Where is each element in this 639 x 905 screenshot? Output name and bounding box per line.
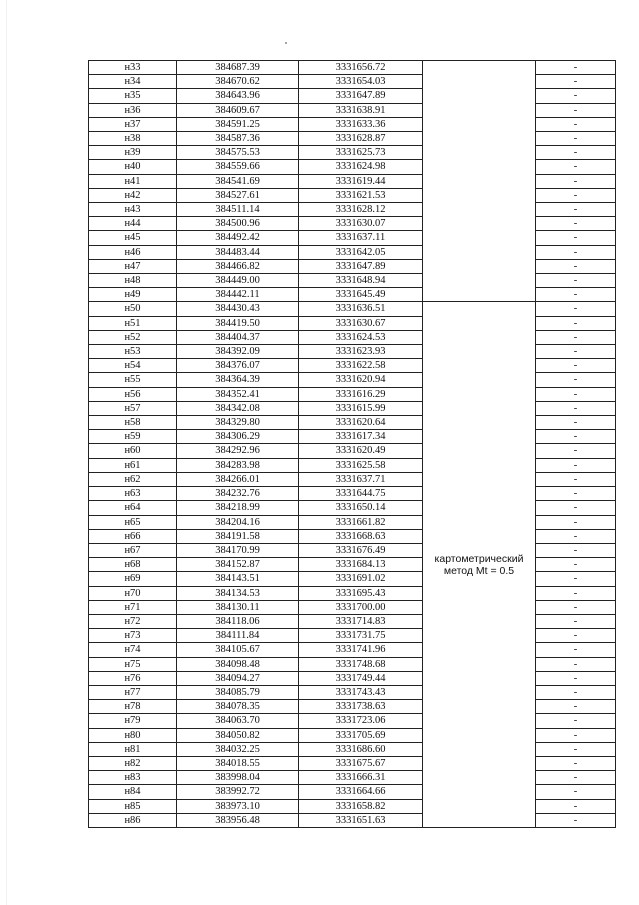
- accuracy-cell: -: [536, 813, 616, 827]
- accuracy-cell: -: [536, 458, 616, 472]
- accuracy-cell: -: [536, 330, 616, 344]
- x-coordinate-cell: 383973.10: [177, 799, 299, 813]
- table-row: [89, 458, 616, 472]
- point-id-cell: н43: [89, 203, 177, 217]
- point-id-cell: н46: [89, 245, 177, 259]
- accuracy-cell: -: [536, 586, 616, 600]
- point-id-cell: н77: [89, 685, 177, 699]
- y-coordinate-cell: 3331666.31: [299, 771, 423, 785]
- y-coordinate-cell: 3331705.69: [299, 728, 423, 742]
- table-row: [89, 316, 616, 330]
- x-coordinate-cell: 383956.48: [177, 813, 299, 827]
- table-row: [89, 600, 616, 614]
- point-id-cell: н53: [89, 345, 177, 359]
- accuracy-cell: -: [536, 146, 616, 160]
- point-id-cell: н52: [89, 330, 177, 344]
- point-id-cell: н62: [89, 472, 177, 486]
- accuracy-cell: -: [536, 714, 616, 728]
- accuracy-cell: -: [536, 487, 616, 501]
- point-id-cell: н51: [89, 316, 177, 330]
- table-row: [89, 75, 616, 89]
- accuracy-cell: -: [536, 543, 616, 557]
- table-row: [89, 657, 616, 671]
- accuracy-cell: -: [536, 231, 616, 245]
- accuracy-cell: -: [536, 614, 616, 628]
- table-row: [89, 529, 616, 543]
- point-id-cell: н81: [89, 742, 177, 756]
- y-coordinate-cell: 3331624.98: [299, 160, 423, 174]
- table-row: [89, 174, 616, 188]
- x-coordinate-cell: 384191.58: [177, 529, 299, 543]
- accuracy-cell: -: [536, 117, 616, 131]
- point-id-cell: н79: [89, 714, 177, 728]
- y-coordinate-cell: 3331637.11: [299, 231, 423, 245]
- y-coordinate-cell: 3331620.49: [299, 444, 423, 458]
- y-coordinate-cell: 3331661.82: [299, 515, 423, 529]
- accuracy-cell: -: [536, 132, 616, 146]
- x-coordinate-cell: 384094.27: [177, 671, 299, 685]
- x-coordinate-cell: 384063.70: [177, 714, 299, 728]
- accuracy-cell: -: [536, 259, 616, 273]
- accuracy-cell: -: [536, 529, 616, 543]
- point-id-cell: н47: [89, 259, 177, 273]
- y-coordinate-cell: 3331675.67: [299, 756, 423, 770]
- x-coordinate-cell: 384050.82: [177, 728, 299, 742]
- y-coordinate-cell: 3331636.51: [299, 302, 423, 316]
- y-coordinate-cell: 3331658.82: [299, 799, 423, 813]
- table-row: [89, 515, 616, 529]
- x-coordinate-cell: 384352.41: [177, 387, 299, 401]
- x-coordinate-cell: 384143.51: [177, 572, 299, 586]
- table-row: [89, 444, 616, 458]
- y-coordinate-cell: 3331748.68: [299, 657, 423, 671]
- point-id-cell: н44: [89, 217, 177, 231]
- y-coordinate-cell: 3331749.44: [299, 671, 423, 685]
- point-id-cell: н86: [89, 813, 177, 827]
- accuracy-cell: -: [536, 359, 616, 373]
- x-coordinate-cell: 384085.79: [177, 685, 299, 699]
- accuracy-cell: -: [536, 643, 616, 657]
- accuracy-cell: -: [536, 188, 616, 202]
- table-row: [89, 487, 616, 501]
- x-coordinate-cell: 384306.29: [177, 430, 299, 444]
- accuracy-cell: -: [536, 103, 616, 117]
- x-coordinate-cell: 384130.11: [177, 600, 299, 614]
- point-id-cell: н73: [89, 629, 177, 643]
- table-row: [89, 700, 616, 714]
- table-row: [89, 373, 616, 387]
- point-id-cell: н33: [89, 61, 177, 75]
- point-id-cell: н67: [89, 543, 177, 557]
- x-coordinate-cell: 384449.00: [177, 274, 299, 288]
- accuracy-cell: -: [536, 245, 616, 259]
- x-coordinate-cell: 384364.39: [177, 373, 299, 387]
- table-row: [89, 245, 616, 259]
- point-id-cell: н60: [89, 444, 177, 458]
- y-coordinate-cell: 3331622.58: [299, 359, 423, 373]
- x-coordinate-cell: 383992.72: [177, 785, 299, 799]
- accuracy-cell: -: [536, 799, 616, 813]
- point-id-cell: н82: [89, 756, 177, 770]
- y-coordinate-cell: 3331651.63: [299, 813, 423, 827]
- y-coordinate-cell: 3331668.63: [299, 529, 423, 543]
- y-coordinate-cell: 3331686.60: [299, 742, 423, 756]
- table-row: [89, 472, 616, 486]
- y-coordinate-cell: 3331700.00: [299, 600, 423, 614]
- y-coordinate-cell: 3331647.89: [299, 259, 423, 273]
- table-row: [89, 302, 616, 316]
- table-row: [89, 387, 616, 401]
- x-coordinate-cell: 384118.06: [177, 614, 299, 628]
- y-coordinate-cell: 3331691.02: [299, 572, 423, 586]
- y-coordinate-cell: 3331723.06: [299, 714, 423, 728]
- accuracy-cell: -: [536, 657, 616, 671]
- y-coordinate-cell: 3331625.73: [299, 146, 423, 160]
- table-row: [89, 430, 616, 444]
- y-coordinate-cell: 3331617.34: [299, 430, 423, 444]
- table-row: [89, 671, 616, 685]
- table-row: [89, 756, 616, 770]
- accuracy-cell: -: [536, 174, 616, 188]
- y-coordinate-cell: 3331664.66: [299, 785, 423, 799]
- accuracy-cell: -: [536, 430, 616, 444]
- point-id-cell: н38: [89, 132, 177, 146]
- x-coordinate-cell: 384587.36: [177, 132, 299, 146]
- x-coordinate-cell: 384643.96: [177, 89, 299, 103]
- y-coordinate-cell: 3331621.53: [299, 188, 423, 202]
- table-row: [89, 288, 616, 302]
- y-coordinate-cell: 3331645.49: [299, 288, 423, 302]
- table-row: [89, 416, 616, 430]
- table-row: [89, 572, 616, 586]
- x-coordinate-cell: 384204.16: [177, 515, 299, 529]
- coordinates-sheet: [88, 60, 610, 828]
- table-row: [89, 558, 616, 572]
- y-coordinate-cell: 3331620.64: [299, 416, 423, 430]
- x-coordinate-cell: 384609.67: [177, 103, 299, 117]
- y-coordinate-cell: 3331628.87: [299, 132, 423, 146]
- x-coordinate-cell: 384559.66: [177, 160, 299, 174]
- accuracy-cell: -: [536, 472, 616, 486]
- point-id-cell: н64: [89, 501, 177, 515]
- x-coordinate-cell: 384266.01: [177, 472, 299, 486]
- x-coordinate-cell: 384111.84: [177, 629, 299, 643]
- x-coordinate-cell: 384670.62: [177, 75, 299, 89]
- accuracy-cell: -: [536, 600, 616, 614]
- accuracy-cell: -: [536, 700, 616, 714]
- point-id-cell: н83: [89, 771, 177, 785]
- accuracy-cell: -: [536, 444, 616, 458]
- table-row: [89, 188, 616, 202]
- y-coordinate-cell: 3331638.91: [299, 103, 423, 117]
- table-row: [89, 160, 616, 174]
- x-coordinate-cell: 384098.48: [177, 657, 299, 671]
- table-row: [89, 401, 616, 415]
- accuracy-cell: -: [536, 160, 616, 174]
- table-row: [89, 771, 616, 785]
- y-coordinate-cell: 3331654.03: [299, 75, 423, 89]
- x-coordinate-cell: 384078.35: [177, 700, 299, 714]
- accuracy-cell: -: [536, 61, 616, 75]
- point-id-cell: н76: [89, 671, 177, 685]
- y-coordinate-cell: 3331615.99: [299, 401, 423, 415]
- y-coordinate-cell: 3331650.14: [299, 501, 423, 515]
- y-coordinate-cell: 3331630.67: [299, 316, 423, 330]
- table-row: [89, 501, 616, 515]
- point-id-cell: н72: [89, 614, 177, 628]
- table-row: [89, 274, 616, 288]
- table-row: [89, 685, 616, 699]
- table-row: [89, 61, 616, 75]
- y-coordinate-cell: 3331644.75: [299, 487, 423, 501]
- point-id-cell: н56: [89, 387, 177, 401]
- y-coordinate-cell: 3331642.05: [299, 245, 423, 259]
- accuracy-cell: -: [536, 373, 616, 387]
- y-coordinate-cell: 3331741.96: [299, 643, 423, 657]
- y-coordinate-cell: 3331647.89: [299, 89, 423, 103]
- accuracy-cell: -: [536, 217, 616, 231]
- x-coordinate-cell: 384152.87: [177, 558, 299, 572]
- point-id-cell: н50: [89, 302, 177, 316]
- point-id-cell: н61: [89, 458, 177, 472]
- y-coordinate-cell: 3331738.63: [299, 700, 423, 714]
- accuracy-cell: -: [536, 274, 616, 288]
- x-coordinate-cell: 384466.82: [177, 259, 299, 273]
- y-coordinate-cell: 3331620.94: [299, 373, 423, 387]
- y-coordinate-cell: 3331743.43: [299, 685, 423, 699]
- table-row: [89, 785, 616, 799]
- table-row: [89, 643, 616, 657]
- point-id-cell: н69: [89, 572, 177, 586]
- method-cell-empty: [423, 61, 536, 302]
- accuracy-cell: -: [536, 89, 616, 103]
- y-coordinate-cell: 3331676.49: [299, 543, 423, 557]
- point-id-cell: н63: [89, 487, 177, 501]
- accuracy-cell: -: [536, 416, 616, 430]
- point-id-cell: н80: [89, 728, 177, 742]
- accuracy-cell: -: [536, 316, 616, 330]
- point-id-cell: н68: [89, 558, 177, 572]
- point-id-cell: н41: [89, 174, 177, 188]
- accuracy-cell: -: [536, 501, 616, 515]
- table-row: [89, 586, 616, 600]
- table-row: [89, 742, 616, 756]
- scan-speck: [285, 42, 287, 44]
- method-cell: картометрический метод Mt = 0.5: [423, 302, 536, 828]
- x-coordinate-cell: 384218.99: [177, 501, 299, 515]
- point-id-cell: н66: [89, 529, 177, 543]
- x-coordinate-cell: 384687.39: [177, 61, 299, 75]
- x-coordinate-cell: 384591.25: [177, 117, 299, 131]
- point-id-cell: н71: [89, 600, 177, 614]
- y-coordinate-cell: 3331628.12: [299, 203, 423, 217]
- x-coordinate-cell: 384170.99: [177, 543, 299, 557]
- point-id-cell: н35: [89, 89, 177, 103]
- x-coordinate-cell: 384442.11: [177, 288, 299, 302]
- y-coordinate-cell: 3331630.07: [299, 217, 423, 231]
- accuracy-cell: -: [536, 75, 616, 89]
- accuracy-cell: -: [536, 401, 616, 415]
- y-coordinate-cell: 3331616.29: [299, 387, 423, 401]
- table-row: [89, 614, 616, 628]
- coordinates-table: [88, 60, 616, 828]
- table-row: [89, 146, 616, 160]
- y-coordinate-cell: 3331648.94: [299, 274, 423, 288]
- y-coordinate-cell: 3331714.83: [299, 614, 423, 628]
- x-coordinate-cell: 384575.53: [177, 146, 299, 160]
- accuracy-cell: -: [536, 387, 616, 401]
- accuracy-cell: -: [536, 302, 616, 316]
- point-id-cell: н36: [89, 103, 177, 117]
- point-id-cell: н54: [89, 359, 177, 373]
- x-coordinate-cell: 383998.04: [177, 771, 299, 785]
- coordinates-table-body: [89, 61, 616, 828]
- table-row: [89, 813, 616, 827]
- table-row: [89, 203, 616, 217]
- x-coordinate-cell: 384492.42: [177, 231, 299, 245]
- point-id-cell: н40: [89, 160, 177, 174]
- x-coordinate-cell: 384404.37: [177, 330, 299, 344]
- table-row: [89, 543, 616, 557]
- table-row: [89, 132, 616, 146]
- point-id-cell: н78: [89, 700, 177, 714]
- x-coordinate-cell: 384134.53: [177, 586, 299, 600]
- y-coordinate-cell: 3331695.43: [299, 586, 423, 600]
- table-row: [89, 231, 616, 245]
- accuracy-cell: -: [536, 288, 616, 302]
- table-row: [89, 103, 616, 117]
- y-coordinate-cell: 3331625.58: [299, 458, 423, 472]
- point-id-cell: н45: [89, 231, 177, 245]
- y-coordinate-cell: 3331731.75: [299, 629, 423, 643]
- point-id-cell: н59: [89, 430, 177, 444]
- x-coordinate-cell: 384419.50: [177, 316, 299, 330]
- accuracy-cell: -: [536, 203, 616, 217]
- table-row: [89, 629, 616, 643]
- y-coordinate-cell: 3331656.72: [299, 61, 423, 75]
- scan-edge-shadow: [6, 0, 7, 905]
- table-row: [89, 359, 616, 373]
- accuracy-cell: -: [536, 515, 616, 529]
- x-coordinate-cell: 384342.08: [177, 401, 299, 415]
- point-id-cell: н70: [89, 586, 177, 600]
- table-row: [89, 217, 616, 231]
- table-row: [89, 330, 616, 344]
- accuracy-cell: -: [536, 558, 616, 572]
- x-coordinate-cell: 384018.55: [177, 756, 299, 770]
- accuracy-cell: -: [536, 742, 616, 756]
- accuracy-cell: -: [536, 572, 616, 586]
- accuracy-cell: -: [536, 685, 616, 699]
- point-id-cell: н48: [89, 274, 177, 288]
- point-id-cell: н85: [89, 799, 177, 813]
- table-row: [89, 714, 616, 728]
- y-coordinate-cell: 3331633.36: [299, 117, 423, 131]
- point-id-cell: н57: [89, 401, 177, 415]
- x-coordinate-cell: 384329.80: [177, 416, 299, 430]
- table-row: [89, 89, 616, 103]
- y-coordinate-cell: 3331624.53: [299, 330, 423, 344]
- accuracy-cell: -: [536, 629, 616, 643]
- point-id-cell: н84: [89, 785, 177, 799]
- accuracy-cell: -: [536, 756, 616, 770]
- table-row: [89, 799, 616, 813]
- point-id-cell: н74: [89, 643, 177, 657]
- x-coordinate-cell: 384430.43: [177, 302, 299, 316]
- point-id-cell: н34: [89, 75, 177, 89]
- point-id-cell: н65: [89, 515, 177, 529]
- accuracy-cell: -: [536, 671, 616, 685]
- point-id-cell: н55: [89, 373, 177, 387]
- table-row: [89, 728, 616, 742]
- x-coordinate-cell: 384283.98: [177, 458, 299, 472]
- point-id-cell: н75: [89, 657, 177, 671]
- table-row: [89, 345, 616, 359]
- x-coordinate-cell: 384392.09: [177, 345, 299, 359]
- x-coordinate-cell: 384232.76: [177, 487, 299, 501]
- point-id-cell: н49: [89, 288, 177, 302]
- y-coordinate-cell: 3331619.44: [299, 174, 423, 188]
- point-id-cell: н39: [89, 146, 177, 160]
- table-row: [89, 259, 616, 273]
- accuracy-cell: -: [536, 345, 616, 359]
- table-row: [89, 117, 616, 131]
- y-coordinate-cell: 3331637.71: [299, 472, 423, 486]
- point-id-cell: н37: [89, 117, 177, 131]
- accuracy-cell: -: [536, 728, 616, 742]
- x-coordinate-cell: 384511.14: [177, 203, 299, 217]
- x-coordinate-cell: 384032.25: [177, 742, 299, 756]
- accuracy-cell: -: [536, 785, 616, 799]
- x-coordinate-cell: 384376.07: [177, 359, 299, 373]
- x-coordinate-cell: 384527.61: [177, 188, 299, 202]
- x-coordinate-cell: 384105.67: [177, 643, 299, 657]
- x-coordinate-cell: 384483.44: [177, 245, 299, 259]
- accuracy-cell: -: [536, 771, 616, 785]
- y-coordinate-cell: 3331684.13: [299, 558, 423, 572]
- y-coordinate-cell: 3331623.93: [299, 345, 423, 359]
- x-coordinate-cell: 384541.69: [177, 174, 299, 188]
- x-coordinate-cell: 384292.96: [177, 444, 299, 458]
- x-coordinate-cell: 384500.96: [177, 217, 299, 231]
- point-id-cell: н42: [89, 188, 177, 202]
- point-id-cell: н58: [89, 416, 177, 430]
